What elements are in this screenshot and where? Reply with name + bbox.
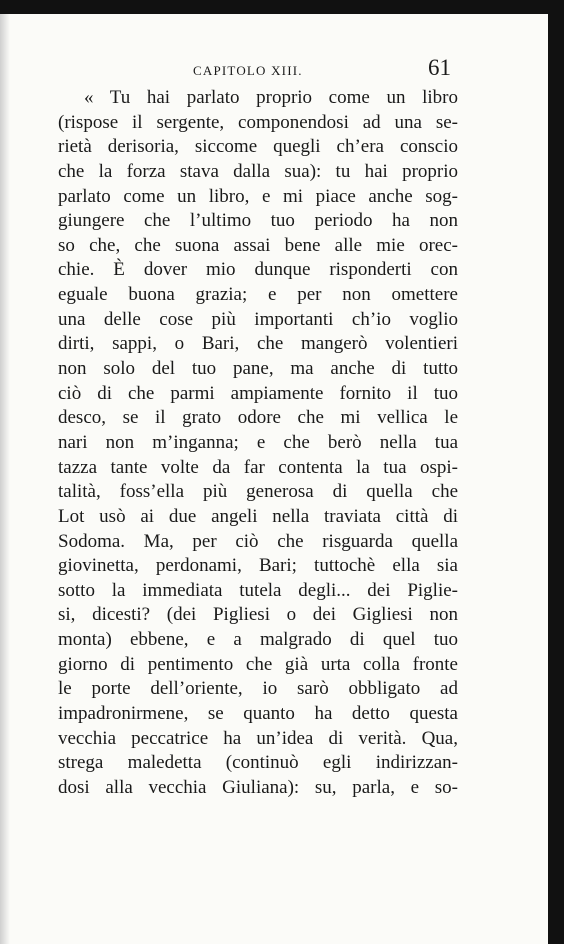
text-line: dosi alla vecchia Giuliana): su, parla, e so- <box>58 776 458 798</box>
text-line: ciò di che parmi ampiamente fornito il tuo <box>58 382 458 404</box>
scan-border-right <box>548 0 564 944</box>
text-line: tazza tante volte da far contenta la tua ospi- <box>58 456 458 478</box>
text-line: Sodoma. Ma, per ciò che risguarda quella <box>58 530 458 552</box>
text-line: rietà derisoria, siccome quegli ch’era conscio <box>58 136 458 158</box>
text-line: giovinetta, perdonami, Bari; tuttochè ella sia <box>58 555 458 577</box>
text-line: « Tu hai parlato proprio come un libro <box>84 87 458 108</box>
text-line: parlato come un libro, e mi piace anche sog- <box>58 185 458 207</box>
text-line: una delle cose più importanti ch’io voglio <box>58 308 458 330</box>
chapter-heading: CAPITOLO XIII. <box>193 63 303 78</box>
text-line: impadronirmene, se quanto ha detto questa <box>58 703 458 725</box>
text-line: talità, foss’ella più generosa di quella che <box>58 481 458 503</box>
text-line: chie. È dover mio dunque risponderti con <box>58 259 458 281</box>
text-line: so che, che suona assai bene alle mie orec- <box>58 234 458 256</box>
page-number: 61 <box>428 55 451 80</box>
text-line: monta) ebbene, e a malgrado di quel tuo <box>58 629 458 651</box>
text-line: vecchia peccatrice ha un’idea di verità. Qua, <box>58 727 458 749</box>
text-line: le porte dell’oriente, io sarò obbligato ad <box>58 678 458 700</box>
running-head <box>0 55 548 85</box>
page-gutter-shadow <box>0 14 10 944</box>
text-line: dirti, sappi, o Bari, che mangerò volentieri <box>58 333 458 355</box>
text-line: si, dicesti? (dei Pigliesi o dei Gigliesi non <box>58 604 458 626</box>
text-line: desco, se il grato odore che mi vellica le <box>58 407 458 429</box>
text-line: giungere che l’ultimo tuo periodo ha non <box>58 210 458 232</box>
text-line: non solo del tuo pane, ma anche di tutto <box>58 358 458 380</box>
text-line: nari non m’inganna; e che berò nella tua <box>58 431 458 453</box>
text-line: che la forza stava dalla sua): tu hai proprio <box>58 160 458 182</box>
text-line: sotto la immediata tutela degli... dei Piglie- <box>58 579 458 601</box>
text-line: (rispose il sergente, componendosi ad una se- <box>58 111 458 133</box>
text-line: strega maledetta (continuò egli indirizzan- <box>58 752 458 774</box>
body-text <box>58 86 458 801</box>
text-line: giorno di pentimento che già urta colla fronte <box>58 653 458 675</box>
scan-border-top <box>0 0 564 14</box>
text-line: Lot usò ai due angeli nella traviata città di <box>58 505 458 527</box>
text-line: eguale buona grazia; e per non omettere <box>58 284 458 306</box>
